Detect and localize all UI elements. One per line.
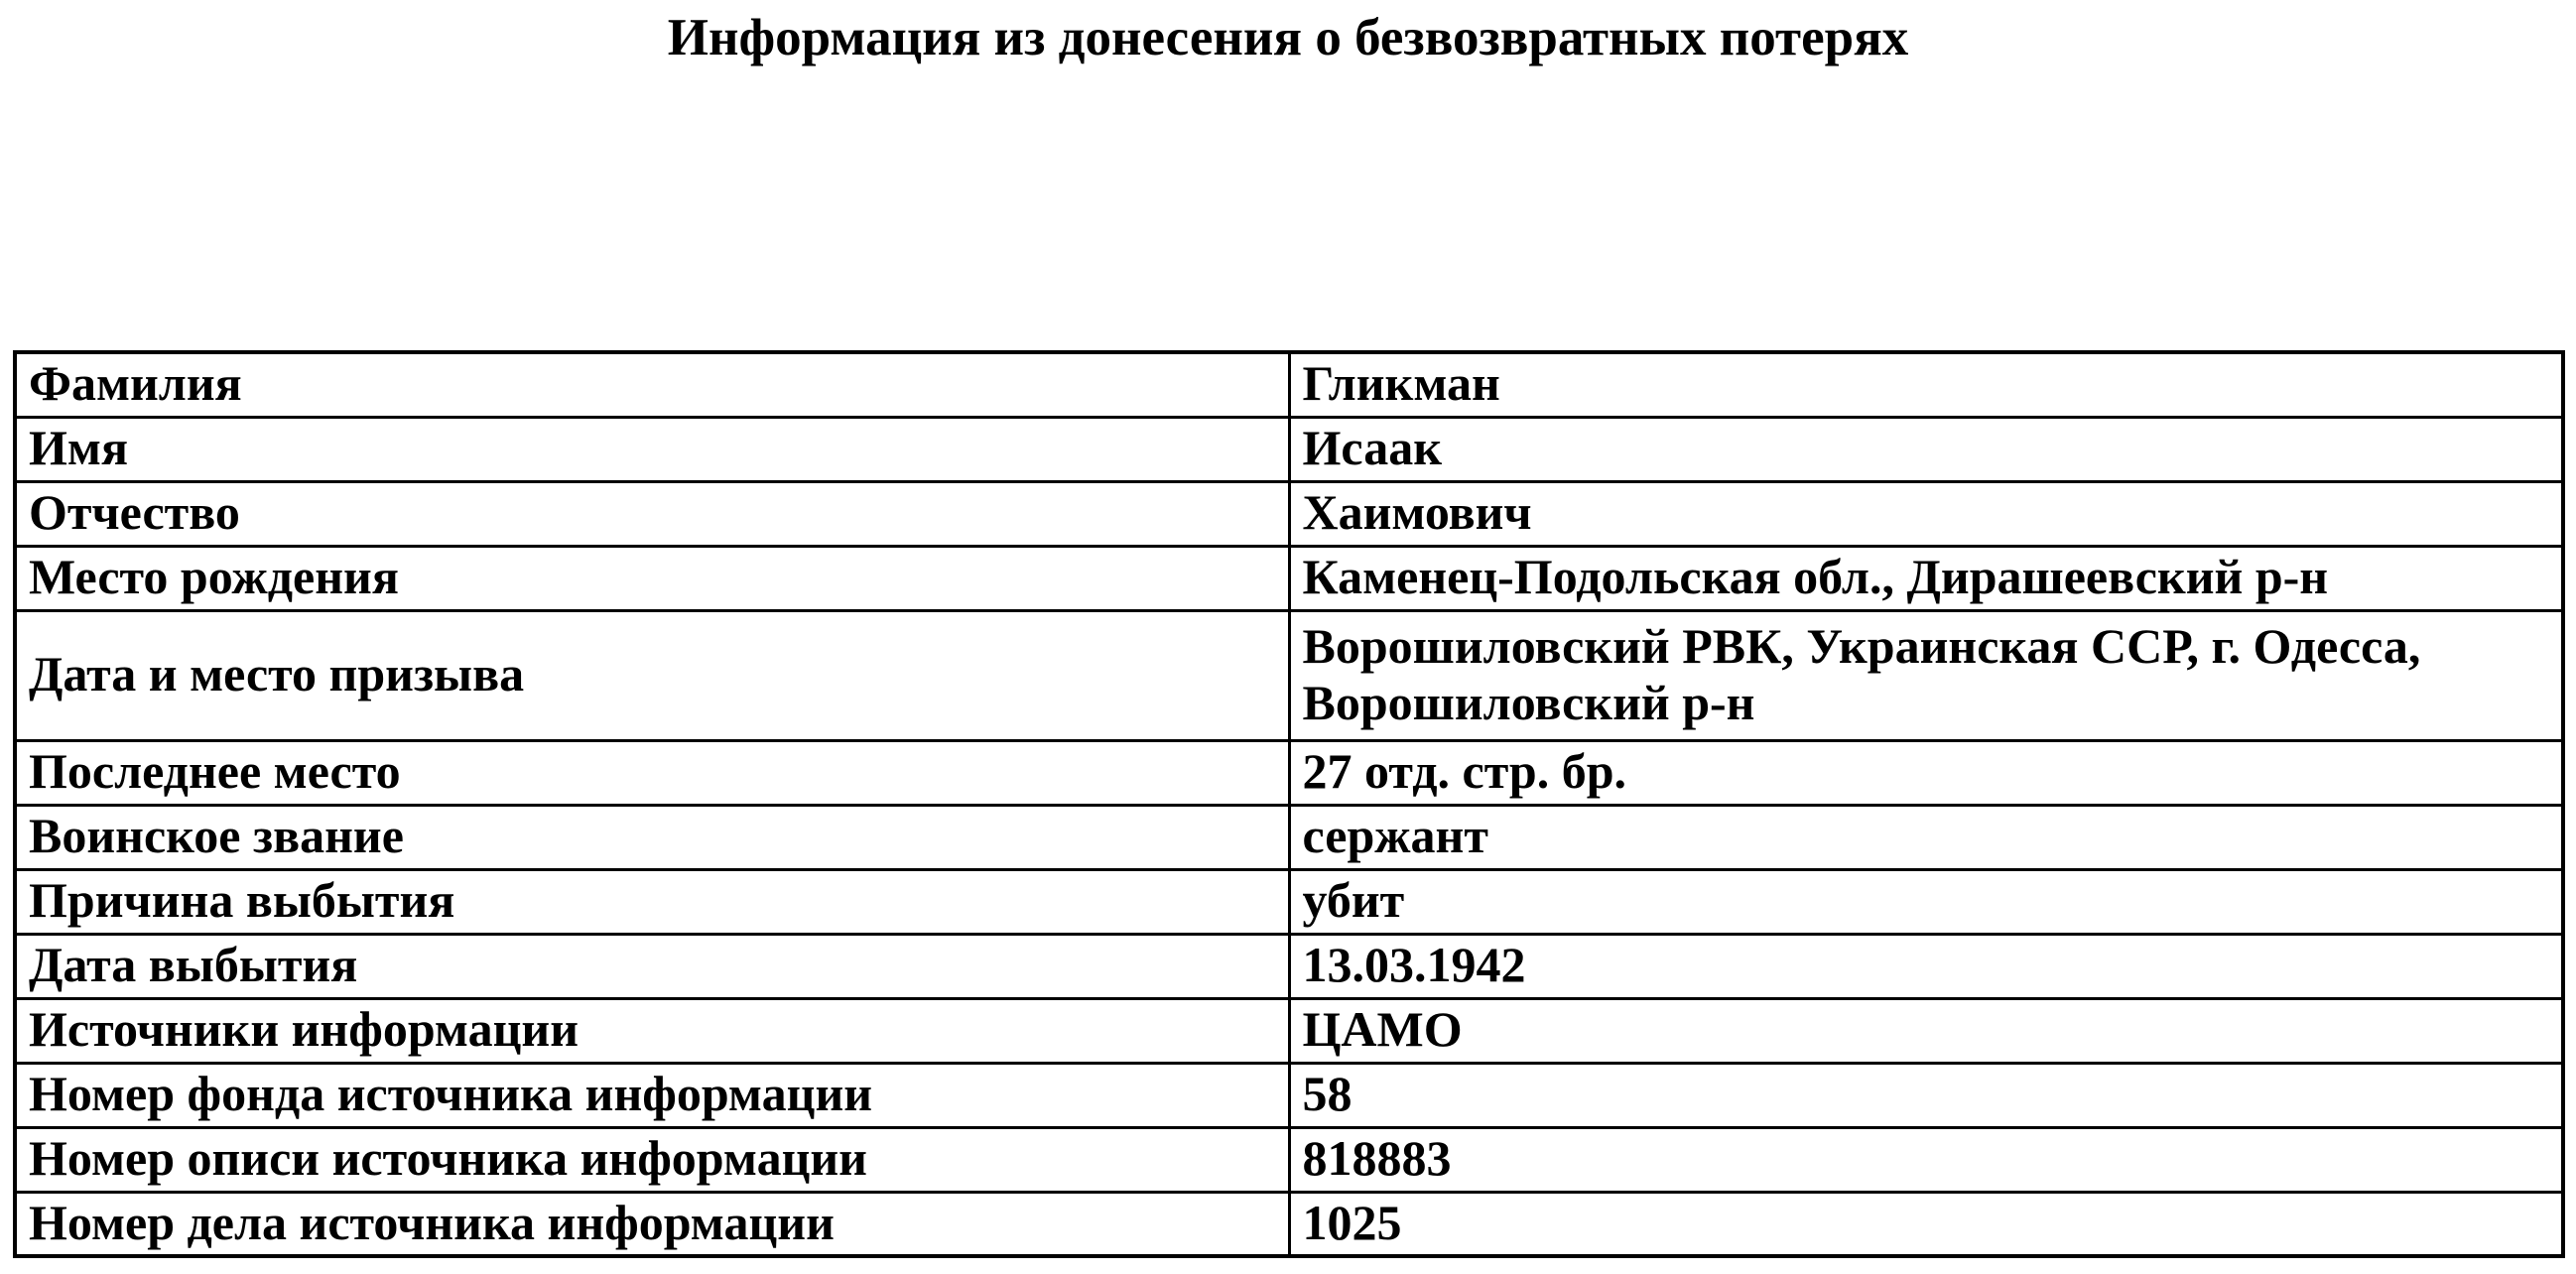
field-value: Ворошиловский РВК, Украинская ССР, г. Одесса, Ворошиловский р-н [1289, 610, 2563, 740]
table-row-info-source [15, 998, 2563, 1063]
field-value: 1025 [1289, 1192, 2563, 1256]
field-value: 13.03.1942 [1289, 934, 2563, 998]
table-row-patronymic [15, 481, 2563, 546]
table-row-last-place [15, 740, 2563, 805]
field-label: Фамилия [15, 352, 1289, 417]
table-row-loss-reason [15, 869, 2563, 934]
field-value: Исаак [1289, 417, 2563, 481]
table-row-opis-number [15, 1127, 2563, 1192]
field-value: 27 отд. стр. бр. [1289, 740, 2563, 805]
table-row-surname [15, 352, 2563, 417]
field-label: Номер описи источника информации [15, 1127, 1289, 1192]
field-value: 58 [1289, 1063, 2563, 1127]
field-label: Причина выбытия [15, 869, 1289, 934]
losses-report-table [13, 350, 2565, 1258]
field-label: Место рождения [15, 546, 1289, 610]
table-row-draft-date-place [15, 610, 2563, 740]
table-row-fond-number [15, 1063, 2563, 1127]
field-value: Гликман [1289, 352, 2563, 417]
table-row-rank [15, 805, 2563, 869]
field-value: 818883 [1289, 1127, 2563, 1192]
field-label: Номер фонда источника информации [15, 1063, 1289, 1127]
table-row-loss-date [15, 934, 2563, 998]
field-label: Имя [15, 417, 1289, 481]
field-label: Номер дела источника информации [15, 1192, 1289, 1256]
field-value: Каменец-Подольская обл., Дирашеевский р-н [1289, 546, 2563, 610]
field-value: Хаимович [1289, 481, 2563, 546]
table-row-firstname [15, 417, 2563, 481]
field-label: Дата выбытия [15, 934, 1289, 998]
field-value: ЦАМО [1289, 998, 2563, 1063]
field-value: убит [1289, 869, 2563, 934]
field-value: сержант [1289, 805, 2563, 869]
field-label: Источники информации [15, 998, 1289, 1063]
field-label: Отчество [15, 481, 1289, 546]
page-title: Информация из донесения о безвозвратных потерях [667, 9, 1909, 66]
field-label: Последнее место [15, 740, 1289, 805]
field-label: Воинское звание [15, 805, 1289, 869]
field-label: Дата и место призыва [15, 610, 1289, 740]
table-row-delo-number [15, 1192, 2563, 1256]
table-row-birthplace [15, 546, 2563, 610]
